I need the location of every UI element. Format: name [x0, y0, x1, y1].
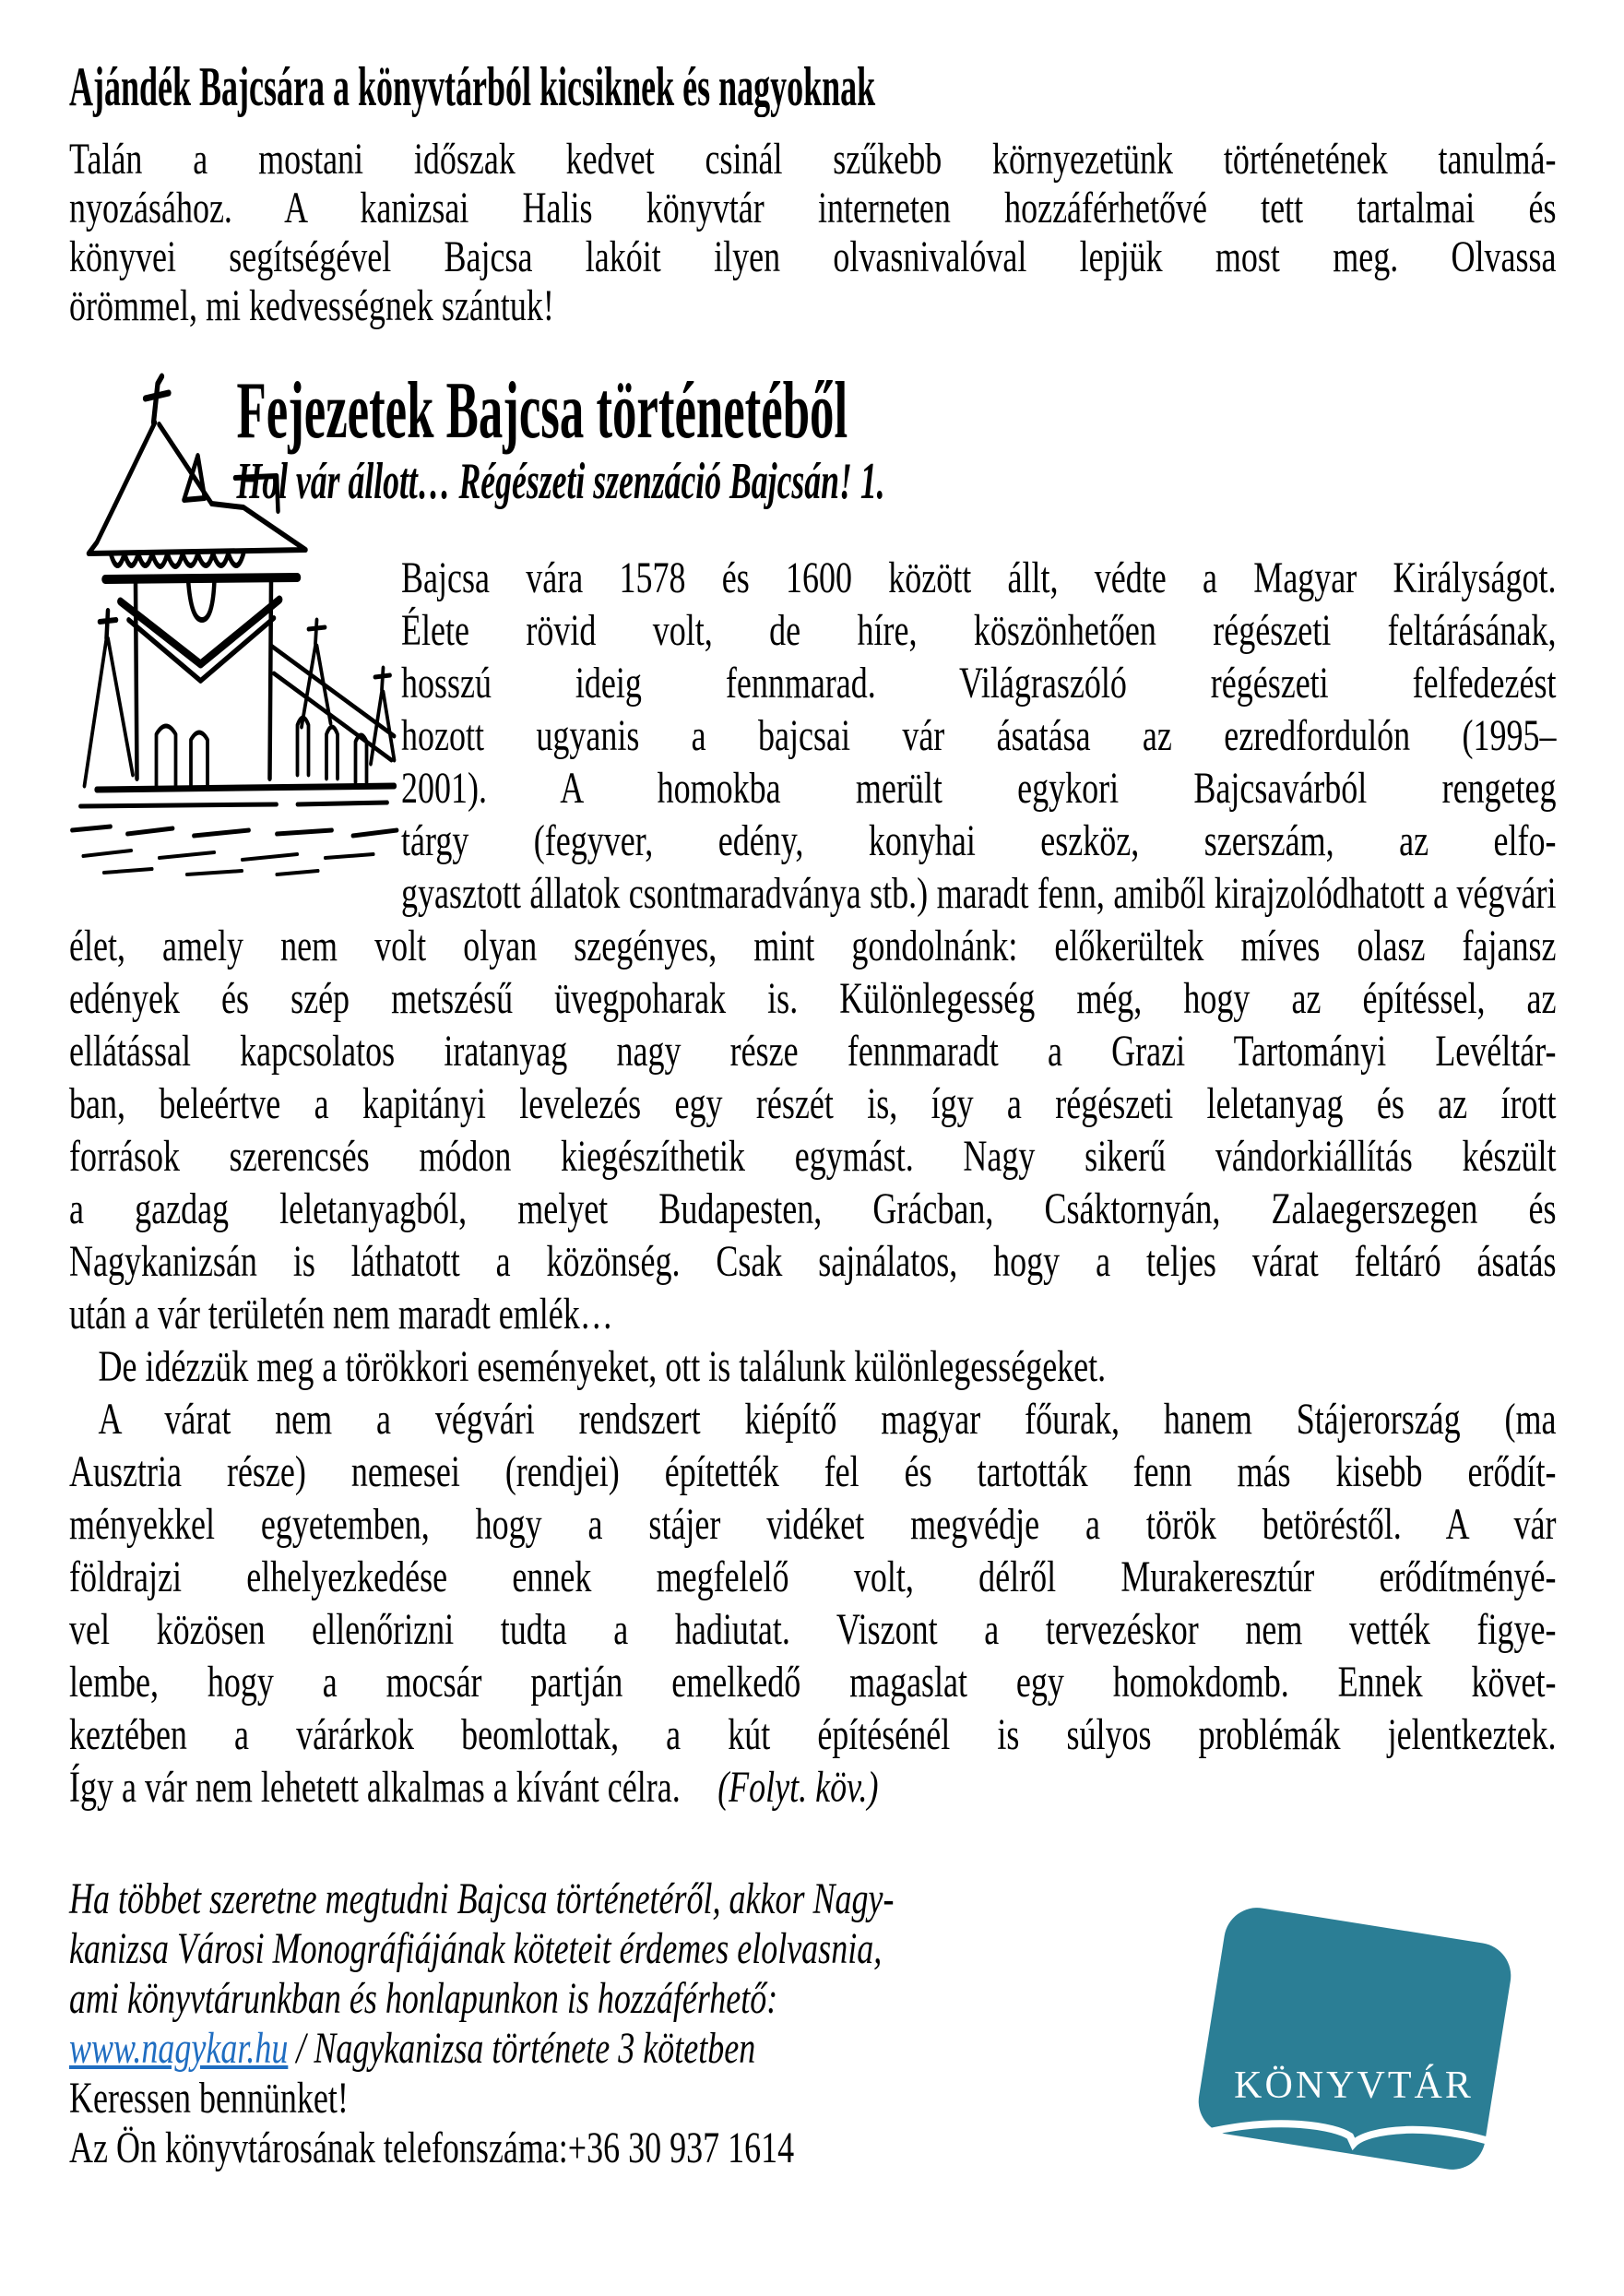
text-line: A várat nem a végvári rendszert kiépítő magyar főurak, hanem Stájerország (ma — [98, 1395, 1557, 1444]
text-line — [69, 1761, 1557, 1814]
text-line: Élete rövid volt, de híre, köszönhetően régészeti feltárásának, — [401, 606, 1557, 655]
text-line: edények és szép metszésű üvegpoharak is. Különlegesség még, hogy az építéssel, az — [69, 974, 1557, 1023]
text-line: nyozásához. A kanizsai Halis könyvtár interneten hozzáférhetővé tett tartalmai és — [69, 184, 1557, 232]
text-line: hozott ugyanis a bajcsai vár ásatása az ezredfordulón (1995– — [401, 711, 1557, 760]
text-line: hosszú ideig fennmarad. Világraszóló régészeti felfedezést — [401, 659, 1557, 708]
nagykar-link[interactable]: www.nagykar.hu — [69, 2024, 289, 2073]
article-heading-text: Fejezetek Bajcsa történetéből — [236, 366, 848, 456]
text-line: De idézzük meg a törökkori eseményeket, ott is találunk különlegességeket. — [98, 1342, 1107, 1391]
text-line: tárgy (fegyver, edény, konyhai eszköz, szerszám, az elfo- — [401, 816, 1557, 865]
paragraph-2 — [69, 1340, 1557, 1393]
text-line: ményekkel egyetemben, hogy a stájer vidéket megvédje a török betöréstől. A vár — [69, 1500, 1557, 1549]
text-line: örömmel, mi kedvességnek szántuk! — [69, 281, 554, 330]
page-title-text: Ajándék Bajcsára a könyvtárból kicsiknek és nagyoknak — [69, 56, 876, 117]
text-line: kanizsa Városi Monográfiájának köteteit érdemes elolvasnia, — [69, 1924, 883, 1973]
article-subheading — [69, 454, 1557, 509]
text-line: ami könyvtárunkban és honlapunkon is hozzáférhető: — [69, 1974, 778, 2023]
text-line: Ha többet szeretne megtudni Bajcsa történetéről, akkor Nagy- — [69, 1874, 895, 1923]
continuation-note: (Folyt. köv.) — [717, 1763, 879, 1812]
text-line: könyvei segítségével Bajcsa lakóit ilyen olvasnivalóval lepjük most meg. Olvassa — [69, 232, 1557, 281]
text-line: keztében a várárkok beomlottak, a kút építésénél is súlyos problémák jelentkeztek. — [69, 1710, 1557, 1759]
text-line: földrajzi elhelyezkedése ennek megfelelő volt, délről Murakeresztúr erődítményé- — [69, 1552, 1557, 1601]
text-line: Talán a mostani időszak kedvet csinál szűkebb környezetünk történetének tanulmá- — [69, 135, 1557, 184]
article — [69, 366, 1557, 1814]
text-line: vel közösen ellenőrizni tudta a hadiutat. Viszont a tervezéskor nem vették figye- — [69, 1605, 1557, 1654]
text-line: források szerencsés módon kiegészíthetik egymást. Nagy sikerű vándorkiállítás készült — [69, 1132, 1557, 1181]
text-line: Nagykanizsán is láthatott a közönség. Csak sajnálatos, hogy a teljes várat feltáró ásatás — [69, 1237, 1557, 1286]
page-title — [69, 54, 1557, 120]
text-line: után a vár területén nem maradt emlék… — [69, 1290, 613, 1338]
text-line: ban, beleértve a kapitányi levelezés egy részét is, így a régészeti leletanyag és az írott — [69, 1079, 1557, 1128]
text-line: Ausztria része) nemesei (rendjei) építették fel és tartották fenn más kisebb erődít- — [69, 1447, 1557, 1496]
text-line: ellátással kapcsolatos iratanyag nagy része fennmaradt a Grazi Tartományi Levéltár- — [69, 1027, 1557, 1076]
text-line: Az Ön könyvtárosának telefonszáma:+36 30 937 1614 — [69, 2124, 795, 2172]
library-logo — [1182, 1917, 1542, 2203]
text-line: a gazdag leletanyagból, melyet Budapesten, Grácban, Csáktornyán, Zalaegerszegen és — [69, 1184, 1557, 1233]
text-line: lembe, hogy a mocsár partján emelkedő magaslat egy homokdomb. Ennek követ- — [69, 1658, 1557, 1707]
article-heading — [69, 366, 1557, 456]
text-line: 2001). A homokba merült egykori Bajcsavárból rengeteg — [401, 764, 1557, 813]
text-line: élet, amely nem volt olyan szegényes, mint gondolnánk: előkerültek míves olasz fajansz — [69, 922, 1557, 970]
document-content — [69, 54, 1557, 2173]
open-book-icon — [1196, 2101, 1511, 2168]
logo-text: KÖNYVTÁR — [1234, 2064, 1474, 2107]
intro-paragraph — [69, 135, 1557, 330]
text-line: Bajcsa vára 1578 és 1600 között állt, védte a Magyar Királyságot. — [401, 553, 1557, 602]
article-subheading-text: Hol vár állott… Régészeti szenzáció Bajcsán! 1. — [236, 453, 885, 510]
text-line: Keressen bennünket! — [69, 2074, 349, 2123]
text-line: gyasztott állatok csontmaradványa stb.) maradt fenn, amiből kirajzolódhatott a végvári — [401, 869, 1557, 918]
link-suffix-text: / Nagykanizsa története 3 kötetben — [288, 2024, 756, 2073]
paragraph-3 — [69, 1393, 1557, 1814]
paragraph3-last-text: Így a vár nem lehetett alkalmas a kívánt célra. — [69, 1763, 681, 1812]
